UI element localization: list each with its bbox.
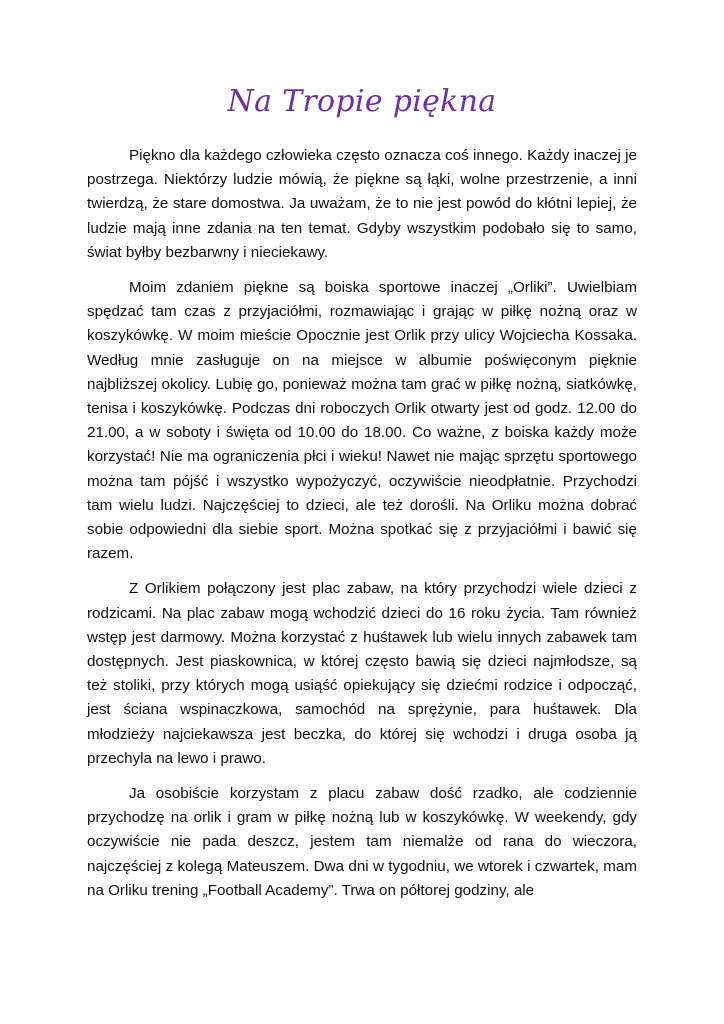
document-body [87, 144, 637, 914]
paragraph-3: Z Orlikiem połączony jest plac zabaw, na który przychodzi wiele dzieci z rodzicami. Na plac zabaw mogą wchodzić dzieci do 16 roku życia. Tam również wstęp jest darmowy. Można korzystać z huśtawek lub wielu innych zabawek tam dostępnych. Jest piaskownica, w której często bawią się dzieci najmłodsze, są też stoliki, przy których mogą usiąść opiekujący się dziećmi rodzice i odpocząć, jest ściana wspinaczkowa, samochód na sprężynie, para huśtawek. Dla młodzieży najciekawsza jest beczka, do której się wchodzi i druga osoba ją przechyla na lewo i prawo. [87, 580, 637, 767]
paragraph-1: Piękno dla każdego człowieka często oznacza coś innego. Każdy inaczej je postrzega. Niektórzy ludzie mówią, że piękne są łąki, wolne przestrzenie, a inni twierdzą, że stare domostwa. Ja uważam, że to nie jest powód do kłótni lepiej, że ludzie mają inne zdania na ten temat. Gdyby wszystkim podobało się to samo, świat byłby bezbarwny i nieciekawy. [87, 147, 637, 261]
document-title: Na Tropie piękna [227, 84, 497, 119]
paragraph-2: Moim zdaniem piękne są boiska sportowe inaczej „Orliki”. Uwielbiam spędzać tam czas z przyjaciółmi, rozmawiając i grając w piłkę nożną oraz w koszykówkę. W moim mieście Opocznie jest Orlik przy ulicy Wojciecha Kossaka. Według mnie zasługuje on na miejsce w albumie poświęconym pięknie najbliższej okolicy. Lubię go, ponieważ można tam grać w piłkę nożną, siatkówkę, tenisa i koszykówkę. Podczas dni roboczych Orlik otwarty jest od godz. 12.00 do 21.00, a w soboty i święta od 10.00 do 18.00. Co ważne, z boiska każdy może korzystać! Nie ma ograniczenia płci i wieku! Nawet nie mając sprzętu sportowego można tam pójść i wszystko wypożyczyć, oczywiście nieodpłatnie. Przychodzi tam wielu ludzi. Najczęściej to dzieci, ale też dorośli. Na Orliku można dobrać sobie odpowiedni dla siebie sport. Można spotkać się z przyjaciółmi i bawić się razem. [87, 279, 637, 563]
paragraph-4: Ja osobiście korzystam z placu zabaw dość rzadko, ale codziennie przychodzę na orlik i gram w piłkę nożną lub w koszykówkę. W weekendy, gdy oczywiście nie pada deszcz, jestem tam niemalże od rana do wieczora, najczęściej z kolegą Mateuszem. Dwa dni w tygodniu, we wtorek i czwartek, mam na Orliku trening „Football Academy”. Trwa on półtorej godziny, ale [87, 785, 637, 899]
